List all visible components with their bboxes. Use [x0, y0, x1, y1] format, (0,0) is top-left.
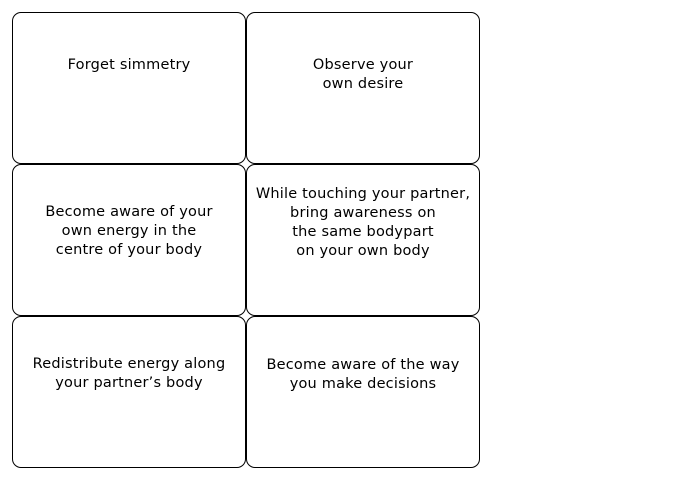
- card-observe-desire: [246, 12, 480, 164]
- card-touching-partner: [246, 164, 480, 316]
- card-forget-simmetry: [12, 12, 246, 164]
- card-redistribute-energy: [12, 316, 246, 468]
- card-decisions: [246, 316, 480, 468]
- card-text: Become aware of the way you make decisions: [266, 357, 460, 392]
- card-text: Redistribute energy along your partner’s body: [32, 356, 226, 391]
- card-text: Forget simmetry: [67, 57, 191, 73]
- card-text: Observe your own desire: [312, 57, 414, 92]
- card-text: While touching your partner, bring awareness on the same bodypart on your own body: [255, 186, 471, 259]
- card-energy-centre: [12, 164, 246, 316]
- card-text: Become aware of your own energy in the centre of your body: [45, 204, 213, 258]
